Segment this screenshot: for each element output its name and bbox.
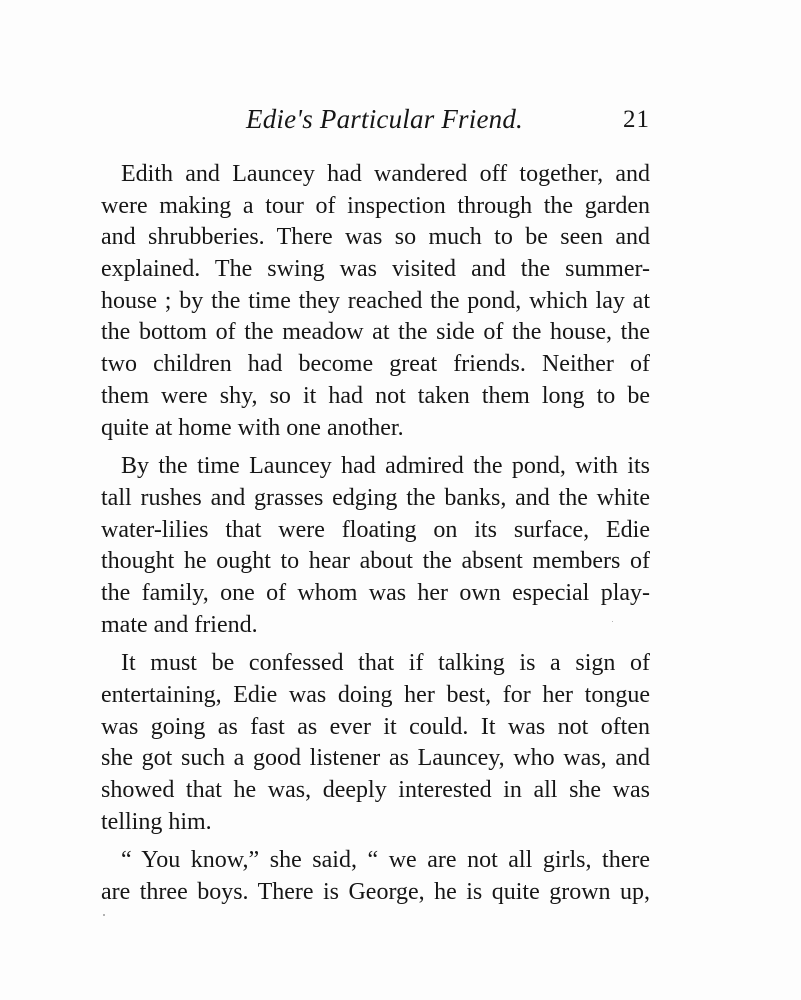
text-line: entertaining, Edie was doing her best, for her tongue	[101, 682, 650, 708]
text-line: were making a tour of inspection through the garden	[101, 192, 650, 219]
text-line: It must be confessed that if talking is a sign of	[121, 650, 650, 677]
text-line: are three boys. There is George, he is quite grown up,	[101, 879, 650, 906]
text-line: tall rushes and grasses edging the banks, and the white	[101, 484, 650, 511]
text-line: thought he ought to hear about the absent members of	[101, 548, 650, 575]
text-line: Edith and Launcey had wandered off together, and	[121, 161, 650, 187]
text-line: “ You know,” she said, “ we are not all girls, there	[121, 847, 650, 874]
page-header	[0, 104, 801, 140]
running-title: Edie's Particular Friend.	[246, 104, 523, 134]
paper-speck	[612, 621, 613, 622]
text-line: and shrubberies. There was so much to be seen and	[101, 224, 650, 251]
paragraph-gap	[101, 641, 650, 648]
text-line: two children had become great friends. Neither of	[101, 351, 650, 378]
paragraph	[101, 159, 650, 444]
paragraph	[101, 451, 650, 641]
page-number: 21	[623, 106, 650, 133]
text-line: the bottom of the meadow at the side of the house, the	[101, 319, 650, 346]
paragraph-gap	[101, 838, 650, 845]
text-line: the family, one of whom was her own especial play-	[101, 579, 650, 606]
text-line: was going as fast as ever it could. It was not often	[101, 713, 650, 740]
text-line: she got such a good listener as Launcey, who was, and	[101, 745, 650, 772]
text-line: showed that he was, deeply interested in all she was	[101, 777, 650, 804]
paragraph	[101, 845, 650, 908]
text-line: house ; by the time they reached the pond, which lay at	[101, 287, 650, 314]
text-line: telling him.	[101, 808, 212, 835]
paragraph	[101, 648, 650, 838]
paper-speck	[103, 914, 105, 916]
paragraph-gap	[101, 444, 650, 451]
text-line: them were shy, so it had not taken them long to be	[101, 382, 650, 409]
text-line: By the time Launcey had admired the pond, with its	[121, 453, 650, 480]
text-line: mate and friend.	[101, 611, 258, 638]
text-line: quite at home with one another.	[101, 414, 404, 441]
text-line: water-lilies that were floating on its surface, Edie	[101, 516, 650, 543]
body-text	[101, 159, 650, 909]
text-line: explained. The swing was visited and the summer-	[101, 256, 650, 283]
